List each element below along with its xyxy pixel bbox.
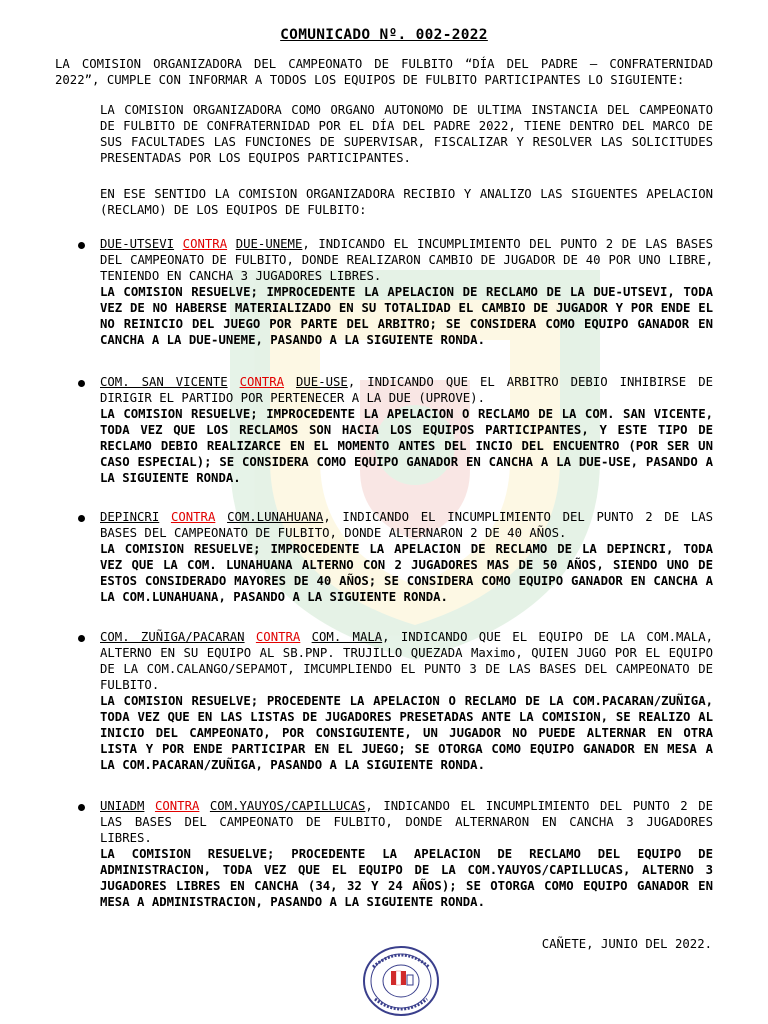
appeal-resolution: LA COMISION RESUELVE; IMPROCEDENTE LA APELACION DE RECLAMO DE LA DEPINCRI, TODA VEZ QUE LA COM. LUNAHUANA ALTERNO CON 2 JUGADORES MAS DE 50 AÑOS, SIENDO UNO DE ESTOS CONSIDERADO MAYORES DE 40 AÑOS; SE CONSIDERA COMO EQUIPO GANADOR EN CANCHA A LA COM.LUNAHUANA, PASANDO A LA SIGUIENTE RONDA. xyxy=(100,542,713,604)
bullet-marker xyxy=(78,635,85,642)
appeal-item xyxy=(100,236,713,348)
appeal-claim: , INDICANDO EL INCUMPLIMIENTO DEL PUNTO 2 DE LAS BASES DEL CAMPEONATO DE FULBITO, DONDE ALTERNARON 2 DE 40 AÑOS. xyxy=(100,510,713,540)
paragraph-appeals-intro: EN ESE SENTIDO LA COMISION ORGANIZADORA RECIBIO Y ANALIZO LAS SIGUENTES APELACION (RECLAMO) DE LOS EQUIPOS DE FULBITO: xyxy=(100,187,713,217)
appeal-claim: , INDICANDO EL INCUMPLIMIENTO DEL PUNTO 2 DE LAS BASES DEL CAMPEONATO DE FULBITO, DONDE REALIZARON CAMBIO DE JUGADOR DE 40 POR UNO LIBRE, TENIENDO EN CANCHA 3 JUGADORES LIBRES. xyxy=(100,237,714,283)
paragraph-commission-authority: LA COMISION ORGANIZADORA COMO ORGANO AUTONOMO DE ULTIMA INSTANCIA DEL CAMPEONATO DE FULBITO DE CONFRATERNIDAD POR EL DÍA DEL PADRE 2022, TIENE DENTRO DEL MARCO DE SUS FACULTADES LAS FUNCIONES DE SUPERVISAR, FISCALIZAR Y RESOLVER LAS SOLICITUDES PRESENTADAS POR LOS EQUIPOS PARTICIPANTES. xyxy=(100,103,713,165)
appeal-item xyxy=(100,374,713,486)
appeal-claimant: COM. ZUÑIGA/PACARAN xyxy=(100,630,245,644)
contra-word: CONTRA xyxy=(255,630,301,644)
appeal-respondent: DUE-USE xyxy=(296,375,348,389)
appeal-claim: , INDICANDO QUE EL EQUIPO DE LA COM.MALA, ALTERNO EN SU EQUIPO AL SB.PNP. TRUJILLO QUEZADA Maximo, QUIEN JUGO POR EL EQUIPO DE LA COM.CALANGO/SEPAMOT, IMCUMPLIENDO EL PUNTO 3 DE LAS BASES DEL CAMPEONATO DE FULBITO. xyxy=(100,630,713,692)
intro-paragraph: LA COMISION ORGANIZADORA DEL CAMPEONATO DE FULBITO “DÍA DEL PADRE – CONFRATERNIDAD 2022”, CUMPLE CON INFORMAR A TODOS LOS EQUIPOS DE FULBITO PARTICIPANTES LO SIGUIENTE: xyxy=(55,57,713,87)
bullet-marker xyxy=(78,804,85,811)
contra-word: CONTRA xyxy=(239,375,285,389)
contra-word: CONTRA xyxy=(154,799,200,813)
document-title: COMUNICADO Nº. 002-2022 xyxy=(280,27,488,43)
appeal-resolution: LA COMISION RESUELVE; IMPROCEDENTE LA APELACION DE RECLAMO DE LA DUE-UTSEVI, TODA VEZ DE NO HABERSE MATERIALIZADO EN SU TOTALIDAD EL CAMBIO DE JUGADOR Y POR ENDE EL NO REINICIO DEL JUEGO POR PARTE DEL ARBITRO; SE CONSIDERA COMO EQUIPO GANADOR EN CANCHA A LA DUE-UNEME, PASANDO A LA SIGUIENTE RONDA. xyxy=(100,285,713,347)
appeal-respondent: COM.LUNAHUANA xyxy=(227,510,324,524)
appeal-claimant: DUE-UTSEVI xyxy=(100,237,175,251)
police-seal-icon xyxy=(361,945,441,1017)
contra-word: CONTRA xyxy=(170,510,216,524)
appeal-resolution: LA COMISION RESUELVE; PROCEDENTE LA APELACION DE RECLAMO DEL EQUIPO DE ADMINISTRACION, TODA VEZ QUE EL EQUIPO DE LA COM.YAUYOS/CAPILLUCAS, ALTERNO 3 JUGADORES LIBRES EN CANCHA (34, 32 Y 24 AÑOS); SE OTORGA COMO EQUIPO GANADOR EN MESA A ADMINISTRACION, PASANDO A LA SIGUIENTE RONDA. xyxy=(100,847,713,909)
appeal-respondent: COM. MALA xyxy=(311,630,383,644)
bullet-marker xyxy=(78,242,85,249)
appeal-claimant: DEPINCRI xyxy=(100,510,160,524)
appeal-claimant: UNIADM xyxy=(100,799,145,813)
appeal-claim: , INDICANDO EL INCUMPLIMIENTO DEL PUNTO 2 DE LAS BASES DEL CAMPEONATO DE FULBITO, DONDE ALTERNARON EN CANCHA 3 JUGADORES LIBRES. xyxy=(100,799,714,845)
appeal-item xyxy=(100,509,713,605)
appeal-claimant: COM. SAN VICENTE xyxy=(100,375,228,389)
bullet-marker xyxy=(78,515,85,522)
appeal-respondent: COM.YAUYOS/CAPILLUCAS xyxy=(209,799,366,813)
appeal-resolution: LA COMISION RESUELVE; IMPROCEDENTE LA APELACION O RECLAMO DE LA COM. SAN VICENTE, TODA VEZ QUE LOS RECLAMOS SON HACIA LOS EQUIPOS PARTICIPANTES, Y ESTE TIPO DE RECLAMO DEBIO REALIZARCE EN EL MOMENTO ANTES DEL INCIO DEL ENCUENTRO (POR SER UN CASO ESPECIAL); SE CONSIDERA COMO EQUIPO GANADOR EN CANCHA A LA DUE-USE, PASANDO A LA SIGUIENTE RONDA. xyxy=(100,407,713,485)
appeal-claim: , INDICANDO QUE EL ARBITRO DEBIO INHIBIRSE DE DIRIGIR EL PARTIDO POR PERTENECER A LA DUE (UPROVE). xyxy=(100,375,713,405)
appeal-item xyxy=(100,798,713,910)
date-line: CAÑETE, JUNIO DEL 2022. xyxy=(541,937,712,951)
appeal-item xyxy=(100,629,713,773)
bullet-marker xyxy=(78,380,85,387)
appeal-resolution: LA COMISION RESUELVE; PROCEDENTE LA APELACION O RECLAMO DE LA COM.PACARAN/ZUÑIGA, TODA VEZ QUE EN LAS LISTAS DE JUGADORES PRESETADAS ANTE LA COMISION, SE REALIZO AL INICIO DEL CAMPEONATO, POR CONSIGUIENTE, UN JUGADOR NO PUEDE ALTERNAR EN OTRA LISTA Y POR ENDE PARTICIPAR EN EL JUEGO; SE OTORGA COMO EQUIPO GANADOR EN MESA A LA COM.PACARAN/ZUÑIGA, PASANDO A LA SIGUIENTE RONDA. xyxy=(100,694,713,772)
contra-word: CONTRA xyxy=(182,237,228,251)
appeal-respondent: DUE-UNEME xyxy=(235,237,303,251)
